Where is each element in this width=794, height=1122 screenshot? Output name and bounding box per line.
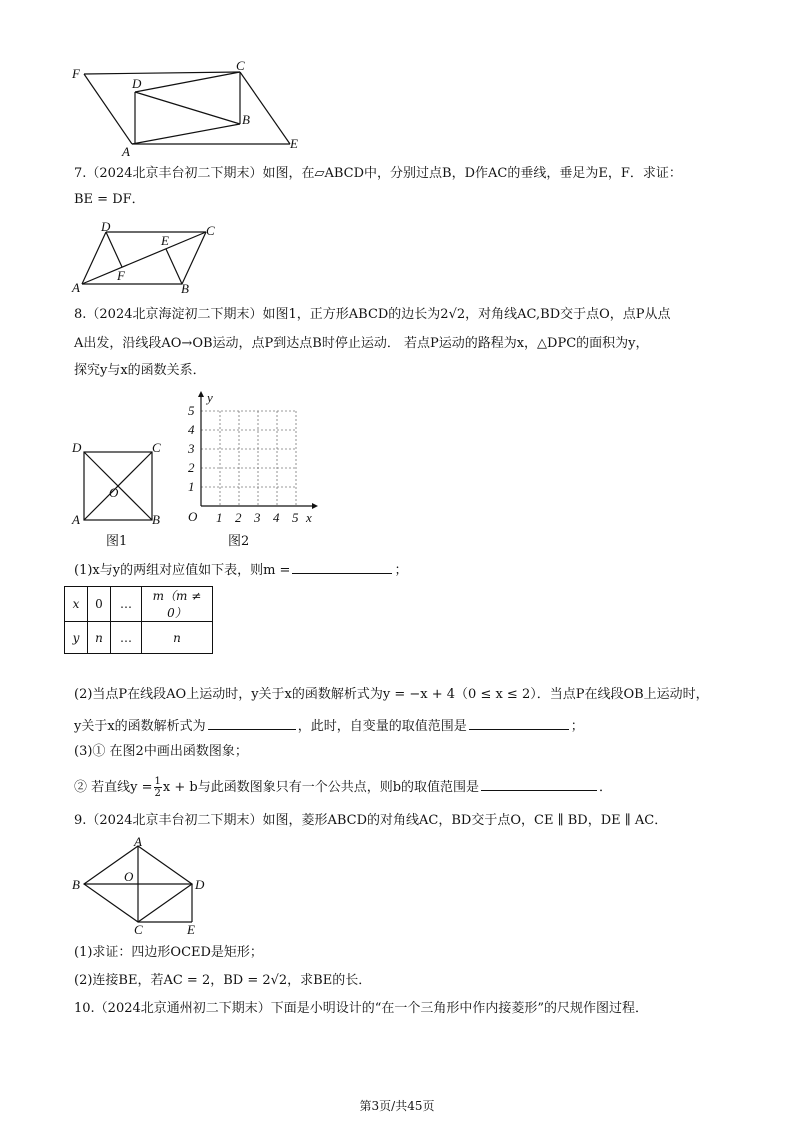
q7-line2: BE = DF． [74, 192, 145, 207]
label-A: A [134, 836, 142, 849]
q10-line1: 10.（2024北京通州初二下期末）下面是小明设计的“在一个三角形中作内接菱形”的尺规作图过程． [74, 1001, 649, 1016]
x-axis-arrow-icon [312, 503, 318, 509]
y-tick-4: 4 [188, 422, 195, 437]
origin-label: O [188, 509, 198, 524]
label-B: B [181, 281, 189, 295]
answer-blank-m[interactable] [292, 560, 392, 574]
label-O: O [124, 869, 134, 884]
q8-p3a: (3)① 在图2中画出函数图象； [74, 744, 248, 759]
label-D: D [195, 877, 205, 892]
table-cell: … [111, 622, 142, 654]
table-cell: x [65, 587, 88, 622]
q9-p2: (2)连接BE，若AC = 2，BD = 2√2，求BE的长． [74, 973, 372, 988]
q8-p3b-pre: ② 若直线y = [74, 780, 153, 795]
answer-blank-b-range[interactable] [481, 777, 597, 791]
label-D: D [132, 76, 142, 91]
y-tick-2: 2 [188, 460, 195, 475]
q9-p1: (1)求证：四边形OCED是矩形； [74, 945, 263, 960]
y-axis-arrow-icon [198, 391, 204, 397]
q8-p3b [74, 776, 612, 800]
table-row [65, 587, 213, 622]
q8-figure2 [180, 390, 320, 530]
label-E: E [290, 136, 298, 151]
label-D: D [72, 440, 82, 455]
q9-line1: 9.（2024北京丰台初二下期末）如图，菱形ABCD的对角线AC，BD交于点O，CE ∥ BD，DE ∥ AC． [74, 813, 668, 828]
top-figure [70, 58, 310, 158]
q8-line2: A出发，沿线段AO→OB运动，点P到达点B时停止运动． 若点P运动的路程为x，△DPC的面积为y， [74, 336, 649, 351]
label-D: D [101, 220, 111, 234]
fraction-denominator: 2 [154, 788, 161, 799]
label-C: C [134, 922, 143, 936]
table-cell: … [111, 587, 142, 622]
x-tick-4: 4 [273, 510, 280, 525]
x-tick-1: 1 [216, 510, 223, 525]
x-tick-2: 2 [235, 510, 242, 525]
page-footer: 第3页/共45页 [359, 1099, 435, 1113]
label-C: C [152, 440, 161, 455]
y-tick-3: 3 [188, 441, 195, 456]
table-cell: n [88, 622, 111, 654]
q7-line1: 7.（2024北京丰台初二下期末）如图，在▱ABCD中，分别过点B，D作AC的垂线，垂足为E，F．求证： [74, 166, 682, 181]
table-cell: n [142, 622, 213, 654]
table-cell: m（m ≠ 0） [142, 587, 213, 622]
q9-figure [66, 836, 216, 936]
q8-p1 [74, 560, 407, 580]
answer-blank-range[interactable] [469, 716, 569, 730]
label-C: C [236, 58, 245, 73]
q8-p1-end: ； [394, 563, 408, 578]
x-axis-label: x [306, 510, 312, 525]
q8-p3b-post: x + b与此函数图象只有一个公共点，则b的取值范围是 [162, 780, 480, 795]
q8-line3: 探究y与x的函数关系． [74, 363, 206, 378]
q8-p3b-end: ． [599, 780, 613, 795]
q8-p1-text: (1)x与y的两组对应值如下表，则m = [74, 563, 291, 578]
q7-figure [70, 220, 230, 295]
fraction-numerator: 1 [154, 776, 161, 787]
value-table [64, 586, 213, 654]
grid-lines [201, 411, 296, 506]
table-cell: 0 [88, 587, 111, 622]
label-A: A [122, 144, 130, 158]
q8-line1: 8.（2024北京海淀初二下期末）如图1，正方形ABCD的边长为2√2，对角线AC,BD交于点O，点P从点 [74, 307, 671, 322]
q8-p2b-end: ； [570, 719, 584, 734]
label-F: F [72, 66, 80, 81]
top-figure-lines [84, 72, 290, 144]
q8-p2b-mid: ，此时，自变量的取值范围是 [297, 719, 467, 734]
y-axis-label: y [207, 390, 213, 405]
q8-p2a: (2)当点P在线段AO上运动时，y关于x的函数解析式为y = −x + 4（0 ≤ x ≤ 2）．当点P在线段OB上运动时， [74, 687, 709, 702]
x-tick-5: 5 [292, 510, 299, 525]
table-cell: y [65, 622, 88, 654]
table-row [65, 622, 213, 654]
fig2-caption: 图2 [228, 534, 250, 549]
label-B: B [242, 112, 250, 127]
label-C: C [206, 223, 215, 238]
label-E: E [161, 233, 169, 248]
axes [201, 396, 312, 506]
label-B: B [72, 877, 80, 892]
label-A: A [72, 280, 80, 295]
label-E: E [187, 922, 195, 936]
label-F: F [117, 268, 125, 283]
x-tick-3: 3 [254, 510, 261, 525]
y-tick-1: 1 [188, 479, 195, 494]
y-tick-5: 5 [188, 403, 195, 418]
q7-figure-lines [82, 232, 206, 284]
answer-blank-expression[interactable] [208, 716, 296, 730]
rhombus-lines [84, 846, 192, 922]
fig1-caption: 图1 [106, 534, 128, 549]
fraction-one-half [154, 776, 162, 799]
label-B: B [152, 512, 160, 527]
label-A: A [72, 512, 80, 527]
q8-p2b [74, 716, 584, 736]
label-O: O [109, 485, 119, 500]
q8-p2b-text: y关于x的函数解析式为 [74, 719, 206, 734]
